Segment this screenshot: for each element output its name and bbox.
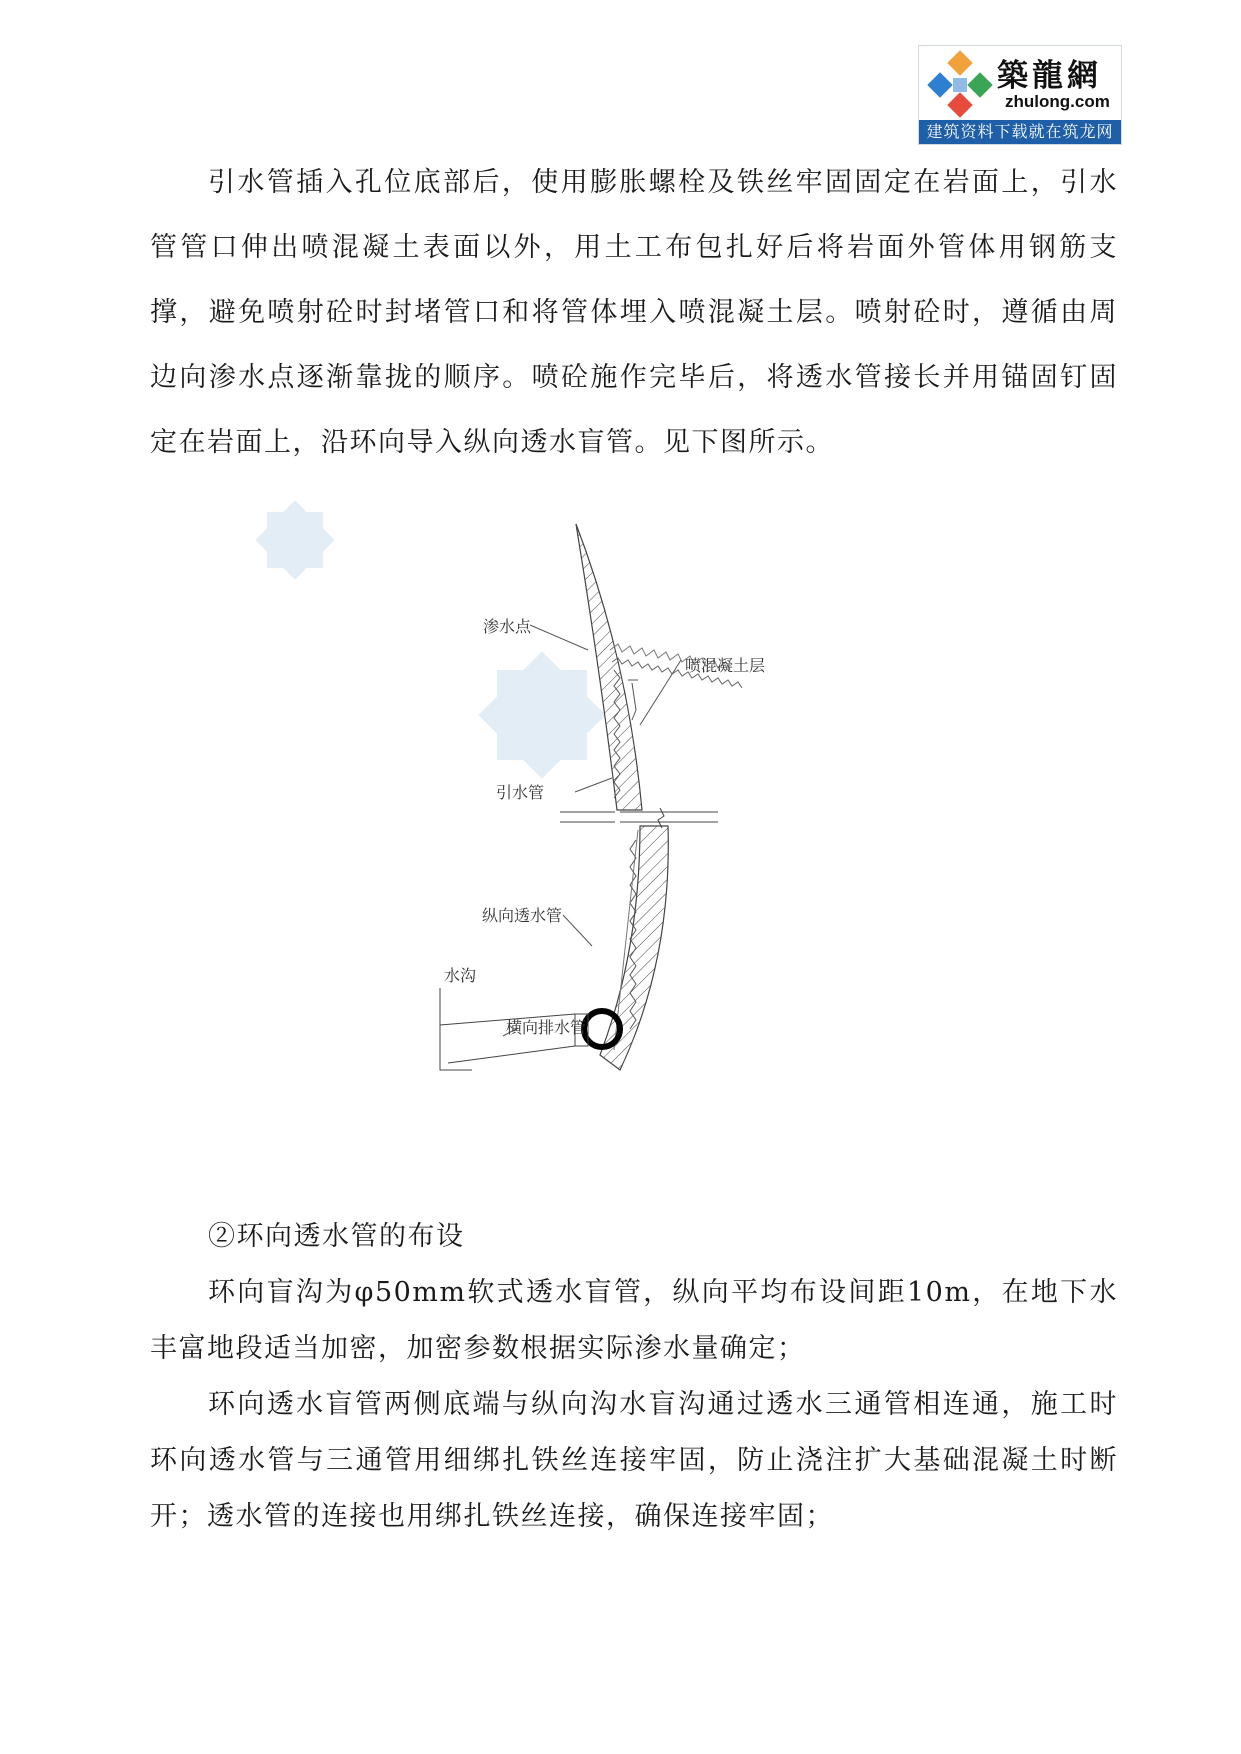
shotcrete-layer-upper	[576, 524, 642, 810]
logo-tagline: 建筑资料下载就在筑龙网	[919, 120, 1121, 144]
label-ditch: 水沟	[444, 966, 477, 985]
zhulong-logo	[918, 45, 1122, 145]
logo-mark-icon	[925, 50, 995, 120]
drainage-diagram	[400, 510, 820, 1160]
label-longitudinal-pipe: 纵向透水管	[482, 906, 563, 925]
ditch-outline	[440, 988, 472, 1070]
label-transverse-pipe: 横向排水管	[506, 1018, 587, 1037]
section-heading: ②环向透水管的布设	[208, 1221, 465, 1252]
watermark-flower-icon	[250, 495, 340, 585]
paragraph-drain-installation: 引水管插入孔位底部后，使用膨胀螺栓及铁丝牢固固定在岩面上，引水管管口伸出喷混凝土表面以外，用土工布包扎好后将岩面外管体用钢筋支撑，避免喷射砼时封堵管口和将管体埋入喷混凝土层。喷射砼时，遵循由周边向渗水点逐渐靠拢的顺序。喷砼施作完毕后，将透水管接长并用锚固钉固定在岩面上，沿环向导入纵向透水盲管。见下图所示。	[150, 167, 1118, 458]
label-seep-point: 渗水点	[483, 617, 532, 636]
label-drain-pipe: 引水管	[496, 783, 545, 802]
paragraph-circumferential-drain: 环向盲沟为φ50mm软式透水盲管，纵向平均布设间距10m，在地下水丰富地段适当加密，加密参数根据实际渗水量确定；	[150, 1277, 1118, 1364]
paragraph-pipe-connection: 环向透水盲管两侧底端与纵向沟水盲沟通过透水三通管相连通，施工时环向透水管与三通管用细绑扎铁丝连接牢固，防止浇注扩大基础混凝土时断开；透水管的连接也用绑扎铁丝连接，确保连接牢固；	[150, 1389, 1118, 1532]
label-shotcrete-layer: 喷混凝土层	[685, 656, 766, 675]
logo-chinese-name: 築龍網	[997, 58, 1102, 94]
logo-domain: zhulong.com	[1005, 92, 1110, 111]
